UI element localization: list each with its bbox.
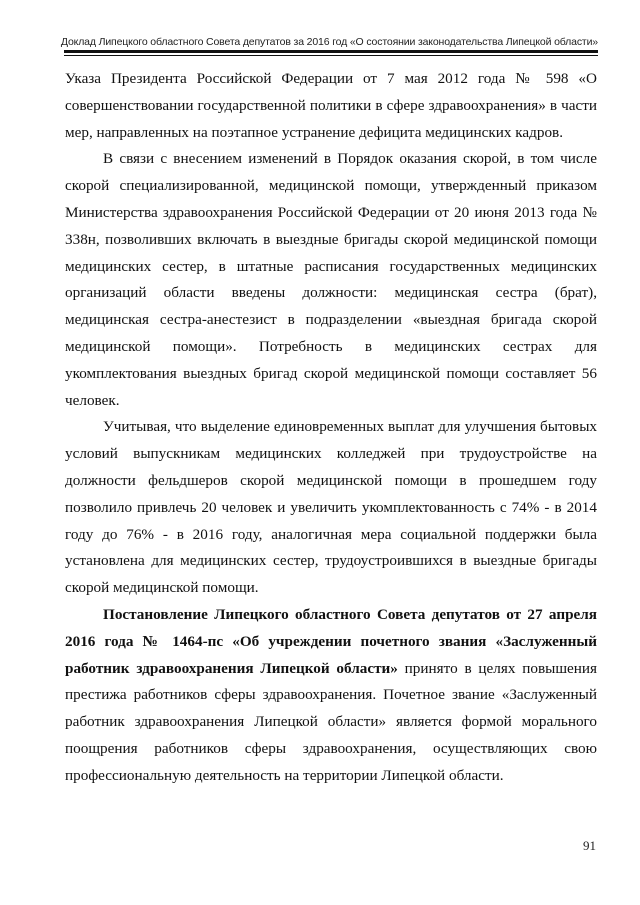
paragraph-continuation: Указа Президента Российской Федерации от 7 мая 2012 года № 598 «О совершенствовании государственной политики в сфере здравоохранения» в части мер, направленных на поэтапное устранение дефицита медицинских кадров. xyxy=(65,70,597,141)
running-header: Доклад Липецкого областного Совета депутатов за 2016 год «О состоянии законодательства Липецкой области» xyxy=(60,36,598,48)
paragraph-social-support: Учитывая, что выделение единовременных выплат для улучшения бытовых условий выпускникам медицинских колледжей при трудоустройстве на должности фельдшеров скорой медицинской помощи в прошедшем году позволило привлечь 20 человек и увеличить укомплектованность с 74% - в 2014 году до 76% - в 2016 году, аналогичная мера социальной поддержки была установлена для медицинских сестер, трудоустроившихся в выездные бригады скорой медицинской помощи. xyxy=(65,418,597,597)
header-rule-thin xyxy=(64,55,598,56)
document-body xyxy=(65,66,597,790)
page-number: 91 xyxy=(583,838,596,853)
resolution-title: Постановление Липецкого областного Совета депутатов от 27 апреля 2016 года № 1464-пс «Об учреждении почетного звания «Заслуженный работник здравоохранения Липецкой области» xyxy=(65,605,597,677)
paragraph-honorary-title xyxy=(65,602,597,790)
resolution-description: принято в целях повышения престижа работников сферы здравоохранения. Почетное звание «Заслуженный работник здравоохранения Липецкой области» является формой морального поощрения работников сферы здравоохранения, осуществляющих свою профессиональную деятельность на территории Липецкой области. xyxy=(65,659,598,784)
paragraph-ambulance-nurses: В связи с внесением изменений в Порядок оказания скорой, в том числе скорой специализированной, медицинской помощи, утвержденный приказом Министерства здравоохранения Российской Федерации от 20 июня 2013 года № 338н, позволивших включать в выездные бригады скорой медицинской помощи медицинских сестер, в штатные расписания государственных медицинских организаций области введены должности: медицинская сестра (брат), медицинская сестра-анестезист в подразделении «выездная бригада скорой медицинской помощи». Потребность в медицинских сестрах для укомплектования выездных бригад скорой медицинской помощи составляет 56 человек. xyxy=(65,150,597,409)
